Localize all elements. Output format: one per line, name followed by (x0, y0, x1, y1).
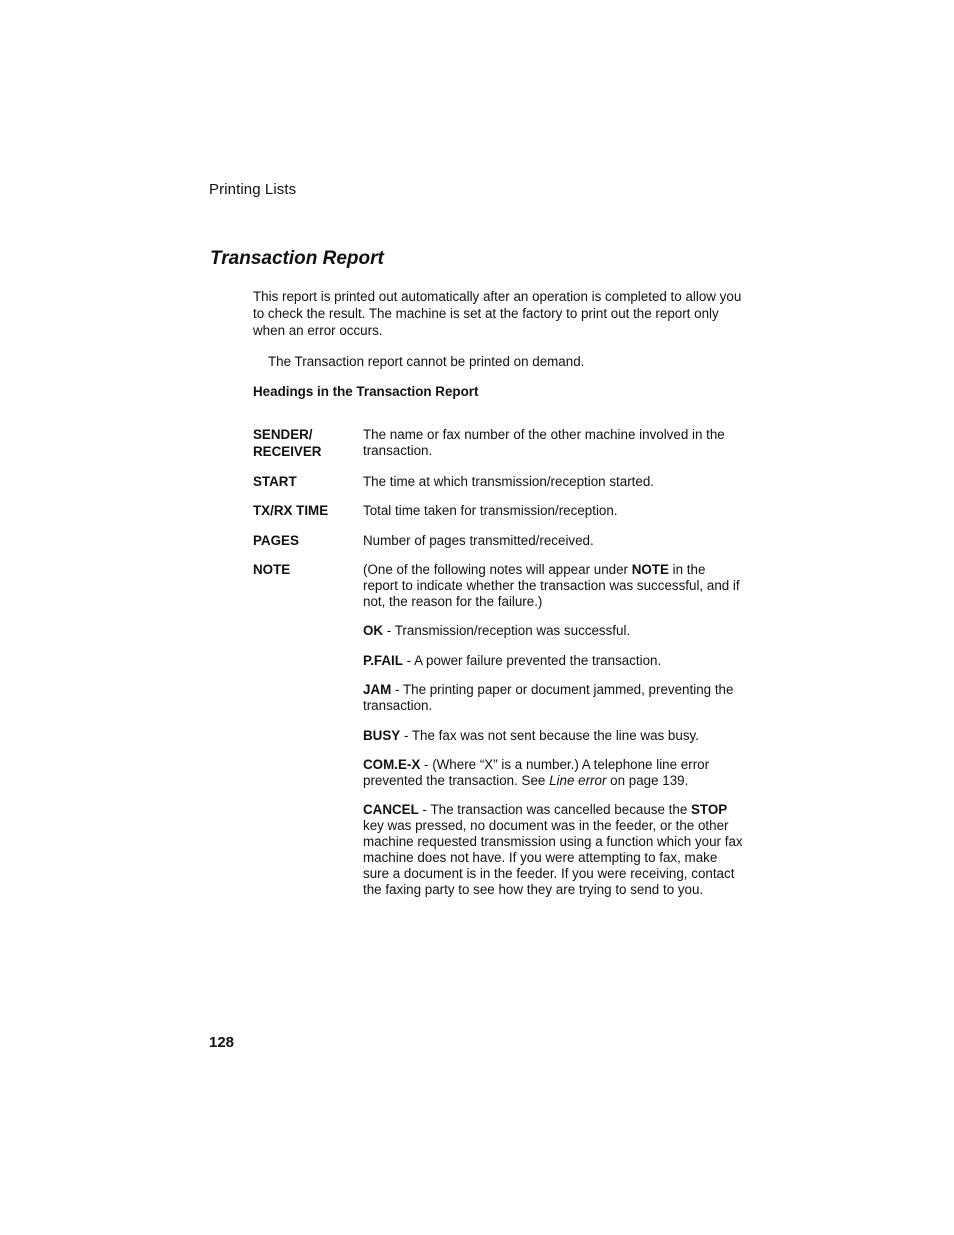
note-text: key was pressed, no document was in the feeder, or the other machine requested transmission using a function which your fax machine does not have. If you were attempting to fax, make sure a document is in the feeder. If you were receiving, contact the faxing party to see how they are trying to send to you. (363, 818, 743, 897)
definition-pages: Number of pages transmitted/received. (363, 533, 594, 548)
note-code: JAM (363, 682, 392, 697)
term-start: START (253, 474, 297, 489)
term-note: NOTE (253, 562, 291, 577)
demand-note: The Transaction report cannot be printed on demand. (268, 354, 585, 369)
cross-reference: Line error (549, 773, 607, 788)
definition-text: (One of the following notes will appear under (363, 562, 632, 577)
page-number: 128 (209, 1034, 235, 1051)
running-header: Printing Lists (209, 181, 297, 198)
note-item-come-x (363, 757, 743, 789)
note-code: BUSY (363, 728, 401, 743)
note-text: on page 139. (606, 773, 689, 788)
note-item-cancel (363, 802, 743, 898)
term-txrx-time: TX/RX TIME (253, 503, 329, 518)
intro-paragraph: This report is printed out automatically after an operation is completed to allow you to check the result. The machine is set at the factory to print out the report only when an error occurs. (253, 289, 742, 338)
note-text: - A power failure prevented the transaction. (402, 653, 662, 668)
stop-key-label: STOP (690, 802, 728, 817)
definition-txrx-time: Total time taken for transmission/reception. (363, 503, 618, 518)
note-text: - The transaction was cancelled because the (418, 802, 691, 817)
note-code: CANCEL (363, 802, 419, 817)
note-code: COM.E-X (363, 757, 421, 772)
note-keyword: NOTE (631, 562, 669, 577)
note-text: - The printing paper or document jammed, preventing the transaction. (363, 682, 734, 713)
note-item-pfail (363, 653, 743, 669)
term-line: SENDER/ (253, 427, 313, 442)
definition-start: The time at which transmission/reception started. (363, 474, 654, 489)
section-title: Transaction Report (210, 248, 384, 269)
note-item-ok (363, 623, 743, 639)
note-code: P.FAIL (363, 653, 403, 668)
note-text: - (Where “X” is a number.) A telephone line error prevented the transaction. See (363, 757, 710, 788)
note-text: - The fax was not sent because the line was busy. (400, 728, 699, 743)
definition-note (363, 562, 743, 610)
note-item-busy (363, 728, 743, 744)
term-sender-receiver (253, 426, 357, 460)
term-line: RECEIVER (253, 444, 322, 459)
definition-text: in the report to indicate whether the transaction was successful, and if not, the reason for the failure.) (363, 562, 740, 609)
definition-sender-receiver: The name or fax number of the other machine involved in the transaction. (363, 427, 725, 458)
note-item-jam (363, 682, 743, 714)
note-text: - Transmission/reception was successful. (383, 623, 631, 638)
term-pages: PAGES (253, 533, 299, 548)
headings-subheading: Headings in the Transaction Report (253, 384, 479, 399)
note-code: OK (363, 623, 384, 638)
